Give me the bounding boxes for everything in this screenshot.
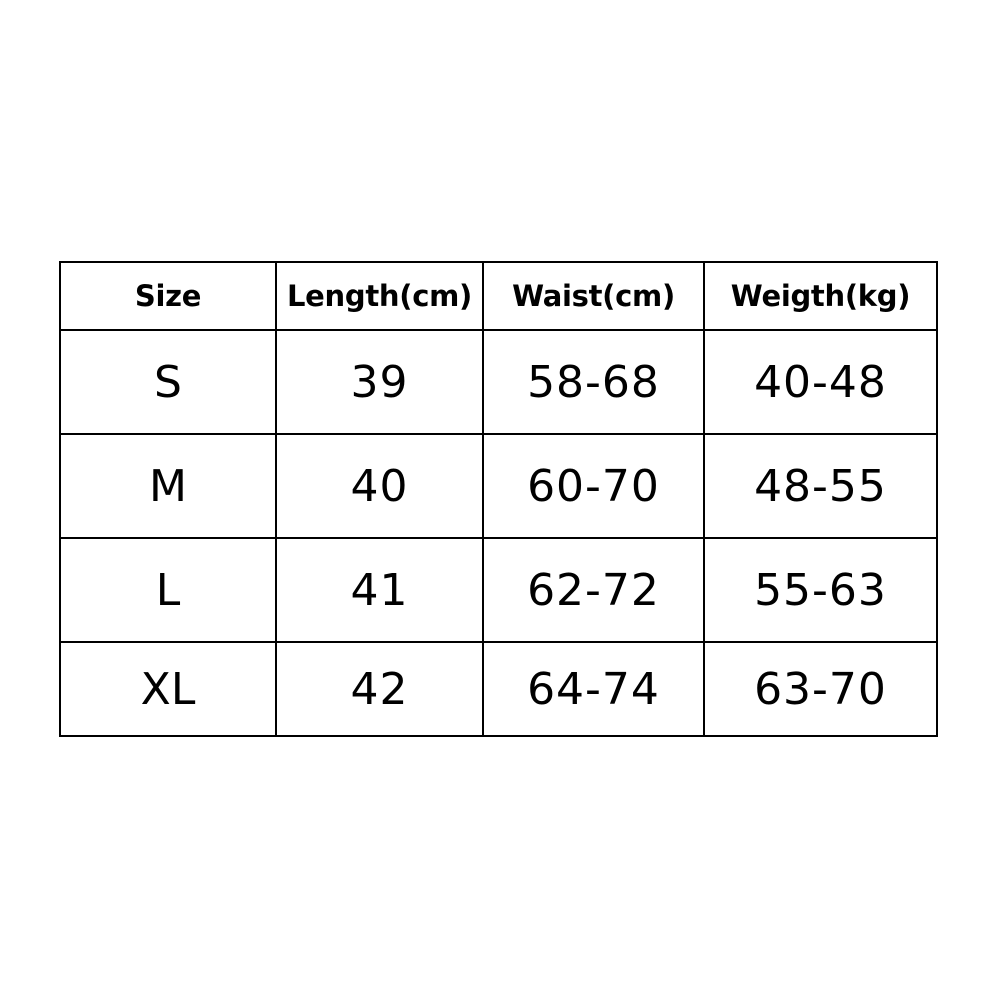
table-row: [60, 642, 937, 736]
length-cell: 39: [276, 330, 483, 434]
weight-cell: 40-48: [704, 330, 937, 434]
table-body: [60, 330, 937, 736]
length-cell: 40: [276, 434, 483, 538]
table-row: [60, 538, 937, 642]
waist-cell: 60-70: [483, 434, 704, 538]
header-size: Size: [60, 262, 276, 330]
size-cell: XL: [60, 642, 276, 736]
weight-cell: 48-55: [704, 434, 937, 538]
table-header: [60, 262, 937, 330]
waist-cell: 64-74: [483, 642, 704, 736]
header-length: Length(cm): [276, 262, 483, 330]
size-cell: L: [60, 538, 276, 642]
header-weight: Weigth(kg): [704, 262, 937, 330]
length-cell: 42: [276, 642, 483, 736]
size-cell: S: [60, 330, 276, 434]
waist-cell: 62-72: [483, 538, 704, 642]
table-row: [60, 434, 937, 538]
length-cell: 41: [276, 538, 483, 642]
table-row: [60, 330, 937, 434]
weight-cell: 63-70: [704, 642, 937, 736]
header-waist: Waist(cm): [483, 262, 704, 330]
header-row: [60, 262, 937, 330]
weight-cell: 55-63: [704, 538, 937, 642]
size-chart-table: [59, 261, 938, 737]
size-cell: M: [60, 434, 276, 538]
waist-cell: 58-68: [483, 330, 704, 434]
